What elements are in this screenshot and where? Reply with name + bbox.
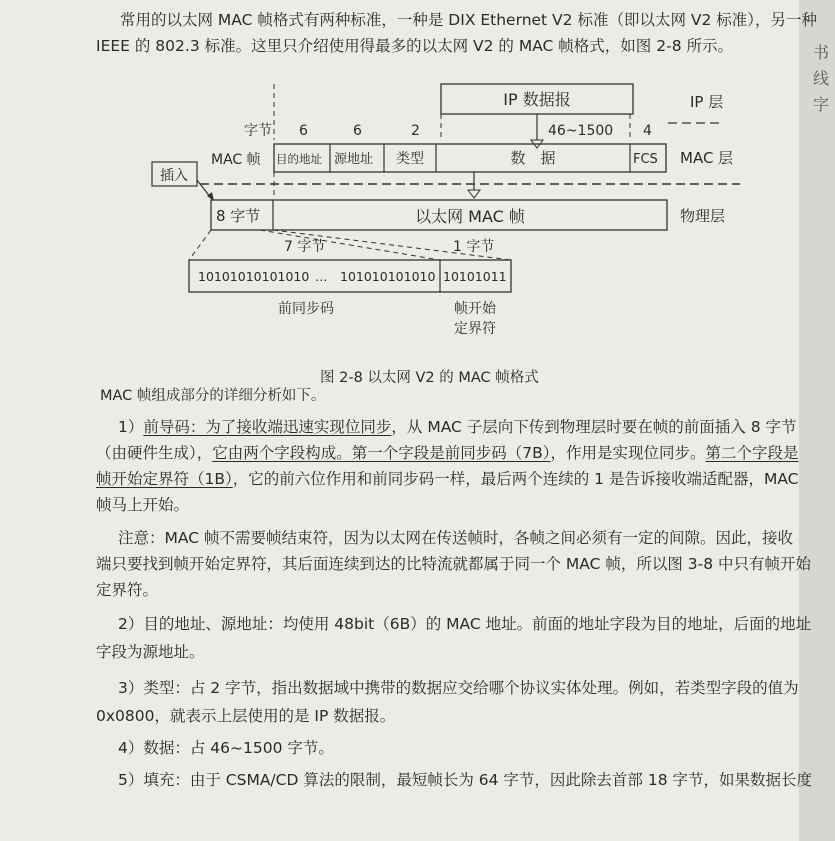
intro-line-1: 常用的以太网 MAC 帧格式有两种标准，一种是 DIX Ethernet V2 标准（即以太网 V2 标准），另一种 xyxy=(120,11,818,29)
p1-text-3: ，它的前六位作用和前同步码一样，最后两个连续的 1 是告诉接收端适配器，MAC xyxy=(232,470,799,488)
ip-layer-label: IP 层 xyxy=(690,93,724,111)
preamble-bits-a: 10101010101010 xyxy=(198,269,310,284)
figure-caption: 图 2-8 以太网 V2 的 MAC 帧格式 xyxy=(320,370,539,386)
eight-bytes-label: 8 字节 xyxy=(216,207,261,225)
sfd-label-line-2: 定界符 xyxy=(454,321,496,337)
physical-layer-label: 物理层 xyxy=(680,207,726,225)
mac-layer-label: MAC 层 xyxy=(680,149,734,167)
p3-line-1: 3）类型：占 2 字节，指出数据域中携带的数据应交给哪个协议实体处理。例如，若类型字段的值为 xyxy=(118,679,799,697)
note-line-2: 端只要找到帧开始定界符，其后面连续到达的比特流就都属于同一个 MAC 帧，所以图 3-8 中只有帧开始 xyxy=(96,555,812,573)
preamble-dots: … xyxy=(315,269,328,284)
p1-line-3 xyxy=(96,467,799,492)
section-intro: MAC 帧组成部分的详细分析如下。 xyxy=(100,388,326,404)
mac-frame-label: MAC 帧 xyxy=(211,152,261,168)
p1-underline-sfd: 帧开始定界符（1B） xyxy=(96,470,233,488)
p1-text-2: ，作用是实现位同步。 xyxy=(550,444,706,462)
size-type: 2 xyxy=(411,123,420,139)
mac-frame-row xyxy=(274,144,666,172)
insert-label: 插入 xyxy=(160,168,188,184)
preamble-bits-b: 101010101010 xyxy=(340,269,436,284)
margin-glyph: 线 xyxy=(812,69,829,88)
size-fcs: 4 xyxy=(643,123,652,139)
p1-line-2 xyxy=(96,441,799,466)
field-src: 源地址 xyxy=(334,152,374,167)
sfd-bits: 10101011 xyxy=(443,269,507,284)
p1-line-1 xyxy=(118,415,797,440)
margin-glyph: 字 xyxy=(812,95,829,114)
ethernet-mac-frame-label: 以太网 MAC 帧 xyxy=(415,207,525,226)
note-line-1: 注意：MAC 帧不需要帧结束符，因为以太网在传送帧时，各帧之间必须有一定的间隙。因此，接收 xyxy=(118,529,793,547)
p1-text-2a: （由硬件生成）， xyxy=(96,444,213,462)
field-dest: 目的地址 xyxy=(276,152,322,166)
p1-underline-second: 第二个字段是 xyxy=(705,444,799,462)
one-byte-label: 1 字节 xyxy=(453,239,495,255)
preamble-label: 前同步码 xyxy=(278,301,334,317)
p3-line-2: 0x0800，就表示上层使用的是 IP 数据报。 xyxy=(96,707,396,725)
field-fcs: FCS xyxy=(633,152,658,167)
p5-line: 5）填充：由于 CSMA/CD 算法的限制，最短帧长为 64 字节，因此除去首部 18 字节，如果数据长度 xyxy=(118,771,812,789)
field-type: 类型 xyxy=(396,151,424,167)
field-data: 数 据 xyxy=(510,149,556,167)
sfd-label-line-1: 帧开始 xyxy=(454,301,496,317)
note-line-3: 定界符。 xyxy=(96,581,159,599)
size-dest: 6 xyxy=(299,123,308,139)
p2-line-2: 字段为源地址。 xyxy=(96,643,205,661)
p4-line: 4）数据：占 46~1500 字节。 xyxy=(118,739,334,757)
byte-label: 字节 xyxy=(244,123,272,139)
p1-underline-preamble: 前导码：为了接收端迅速实现位同步 xyxy=(143,418,392,436)
p2-line-1: 2）目的地址、源地址：均使用 48bit（6B）的 MAC 地址。前面的地址字段为目的地址，后面的地址 xyxy=(118,615,812,633)
size-src: 6 xyxy=(353,123,362,139)
p1-prefix: 1） xyxy=(118,418,144,436)
p1-text-1: ，从 MAC 子层向下传到物理层时要在帧的前面插入 8 字节 xyxy=(391,418,797,436)
p1-underline-fields: 它由两个字段构成。第一个字段是前同步码（7B） xyxy=(212,444,551,462)
seven-bytes-label: 7 字节 xyxy=(284,239,326,255)
intro-line-2: IEEE 的 802.3 标准。这里只介绍使用得最多的以太网 V2 的 MAC 帧格式，如图 2-8 所示。 xyxy=(96,37,733,55)
mac-frame-diagram xyxy=(0,0,835,340)
ip-datagram-label: IP 数据报 xyxy=(503,90,571,109)
p1-line-4: 帧马上开始。 xyxy=(96,496,190,514)
margin-glyph: 书 xyxy=(812,43,829,62)
size-data: 46~1500 xyxy=(548,123,614,139)
